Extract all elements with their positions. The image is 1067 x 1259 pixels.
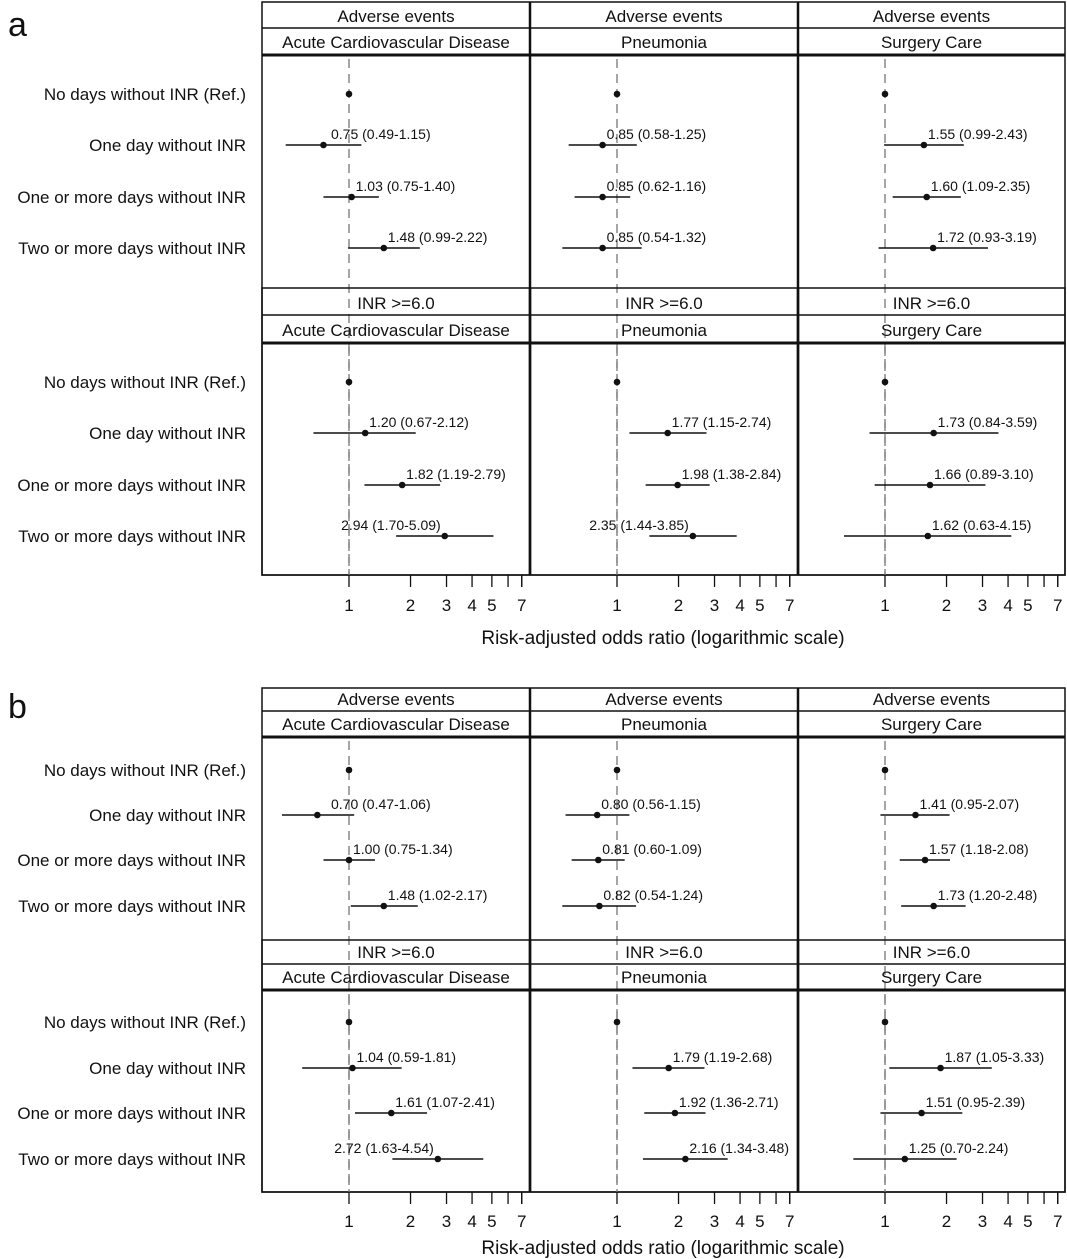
row-label: One or more days without INR bbox=[17, 851, 246, 870]
estimate-label: 1.25 (0.70-2.24) bbox=[908, 1140, 1009, 1156]
x-tick-label: 3 bbox=[977, 596, 988, 615]
point-estimate bbox=[346, 767, 353, 774]
strip-condition: Acute Cardiovascular Disease bbox=[282, 33, 510, 52]
point-estimate bbox=[346, 379, 353, 386]
strip-outcome: INR >=6.0 bbox=[892, 294, 971, 313]
x-tick-label: 4 bbox=[467, 596, 477, 615]
x-tick-label: 3 bbox=[977, 1212, 988, 1231]
estimate-label: 0.85 (0.58-1.25) bbox=[606, 126, 707, 142]
estimate-label: 1.41 (0.95-2.07) bbox=[919, 796, 1020, 812]
estimate-label: 1.48 (0.99-2.22) bbox=[387, 229, 488, 245]
x-tick-label: 1 bbox=[880, 596, 890, 615]
point-estimate bbox=[927, 482, 934, 489]
estimate-label: 1.77 (1.15-2.74) bbox=[671, 414, 772, 430]
point-estimate bbox=[672, 1110, 679, 1117]
x-tick-label: 3 bbox=[709, 596, 720, 615]
estimate-label: 2.72 (1.63-4.54) bbox=[334, 1140, 434, 1156]
point-estimate bbox=[922, 857, 929, 864]
estimate-label: 0.85 (0.62-1.16) bbox=[606, 178, 707, 194]
estimate-label: 1.87 (1.05-3.33) bbox=[944, 1049, 1045, 1065]
point-estimate bbox=[381, 903, 388, 910]
estimate-label: 2.35 (1.44-3.85) bbox=[589, 517, 689, 533]
x-tick-label: 7 bbox=[1053, 596, 1063, 615]
estimate-label: 1.03 (0.75-1.40) bbox=[355, 178, 456, 194]
point-estimate bbox=[882, 1019, 889, 1026]
strip-outcome: INR >=6.0 bbox=[625, 294, 703, 313]
point-estimate bbox=[599, 245, 606, 252]
x-tick-label: 5 bbox=[1023, 1212, 1033, 1231]
point-estimate bbox=[918, 1110, 925, 1117]
estimate-label: 0.81 (0.60-1.09) bbox=[602, 841, 702, 857]
point-estimate bbox=[346, 1019, 353, 1026]
estimate-label: 0.82 (0.54-1.24) bbox=[603, 887, 704, 903]
strip-outcome: Adverse events bbox=[605, 690, 723, 709]
estimate-label: 1.61 (1.07-2.41) bbox=[395, 1094, 495, 1110]
row-label: No days without INR (Ref.) bbox=[43, 85, 246, 104]
row-label: One or more days without INR bbox=[17, 1104, 246, 1123]
x-tick-label: 1 bbox=[612, 596, 622, 615]
row-label: Two or more days without INR bbox=[18, 239, 246, 258]
row-label: No days without INR (Ref.) bbox=[43, 1013, 246, 1032]
point-estimate bbox=[921, 142, 928, 149]
point-estimate bbox=[912, 812, 919, 819]
x-tick-label: 1 bbox=[612, 1212, 622, 1231]
point-estimate bbox=[435, 1156, 442, 1163]
point-estimate bbox=[614, 1019, 621, 1026]
strip-condition: Acute Cardiovascular Disease bbox=[282, 321, 510, 340]
estimate-label: 1.82 (1.19-2.79) bbox=[406, 466, 506, 482]
x-tick-label: 2 bbox=[673, 596, 684, 615]
point-estimate bbox=[674, 482, 681, 489]
strip-condition: Acute Cardiovascular Disease bbox=[282, 968, 510, 987]
estimate-label: 1.66 (0.89-3.10) bbox=[933, 466, 1034, 482]
estimate-label: 1.55 (0.99-2.43) bbox=[927, 126, 1028, 142]
x-tick-label: 5 bbox=[755, 596, 765, 615]
strip-condition: Pneumonia bbox=[620, 33, 708, 52]
row-label: One or more days without INR bbox=[17, 476, 246, 495]
point-estimate bbox=[346, 91, 353, 98]
estimate-label: 2.94 (1.70-5.09) bbox=[341, 517, 441, 533]
x-tick-label: 2 bbox=[673, 1212, 684, 1231]
row-label: One day without INR bbox=[89, 136, 246, 155]
estimate-label: 1.48 (1.02-2.17) bbox=[387, 887, 488, 903]
estimate-label: 1.57 (1.18-2.08) bbox=[929, 841, 1029, 857]
x-tick-label: 7 bbox=[1053, 1212, 1063, 1231]
x-tick-label: 4 bbox=[735, 596, 745, 615]
row-label: No days without INR (Ref.) bbox=[43, 761, 246, 780]
point-estimate bbox=[599, 142, 606, 149]
x-tick-label: 7 bbox=[517, 1212, 527, 1231]
point-estimate bbox=[399, 482, 406, 489]
row-label: One day without INR bbox=[89, 424, 246, 443]
point-estimate bbox=[930, 430, 937, 437]
strip-outcome: INR >=6.0 bbox=[625, 943, 703, 962]
point-estimate bbox=[682, 1156, 689, 1163]
strip-condition: Pneumonia bbox=[620, 968, 708, 987]
row-label: Two or more days without INR bbox=[18, 1150, 246, 1169]
point-estimate bbox=[614, 91, 621, 98]
x-tick-label: 2 bbox=[405, 596, 416, 615]
point-estimate bbox=[381, 245, 388, 252]
x-tick-label: 5 bbox=[1023, 596, 1033, 615]
point-estimate bbox=[388, 1110, 395, 1117]
strip-condition: Acute Cardiovascular Disease bbox=[282, 715, 510, 734]
x-tick-label: 4 bbox=[1003, 1212, 1013, 1231]
strip-outcome: Adverse events bbox=[337, 7, 455, 26]
point-estimate bbox=[614, 379, 621, 386]
x-tick-label: 1 bbox=[344, 1212, 354, 1231]
x-axis-title: Risk-adjusted odds ratio (logarithmic scale) bbox=[481, 1238, 845, 1259]
point-estimate bbox=[599, 194, 606, 201]
estimate-label: 1.51 (0.95-2.39) bbox=[925, 1094, 1026, 1110]
x-axis-title: Risk-adjusted odds ratio (logarithmic scale) bbox=[481, 628, 845, 649]
x-tick-label: 2 bbox=[941, 1212, 952, 1231]
estimate-label: 1.73 (1.20-2.48) bbox=[937, 887, 1038, 903]
x-tick-label: 1 bbox=[880, 1212, 890, 1231]
point-estimate bbox=[595, 857, 602, 864]
point-estimate bbox=[930, 903, 937, 910]
strip-condition: Pneumonia bbox=[620, 321, 708, 340]
estimate-label: 1.72 (0.93-3.19) bbox=[937, 229, 1037, 245]
x-tick-label: 2 bbox=[405, 1212, 416, 1231]
point-estimate bbox=[923, 194, 930, 201]
point-estimate bbox=[362, 430, 369, 437]
point-estimate bbox=[882, 767, 889, 774]
estimate-label: 1.60 (1.09-2.35) bbox=[930, 178, 1031, 194]
row-label: Two or more days without INR bbox=[18, 527, 246, 546]
strip-condition: Surgery Care bbox=[880, 321, 983, 340]
point-estimate bbox=[594, 812, 601, 819]
estimate-label: 2.16 (1.34-3.48) bbox=[689, 1140, 789, 1156]
point-estimate bbox=[614, 767, 621, 774]
panel-label-a: a bbox=[8, 6, 27, 44]
strip-outcome: Adverse events bbox=[872, 690, 991, 709]
point-estimate bbox=[937, 1065, 944, 1072]
estimate-label: 0.80 (0.56-1.15) bbox=[601, 796, 701, 812]
row-label: No days without INR (Ref.) bbox=[43, 373, 246, 392]
estimate-label: 1.79 (1.19-2.68) bbox=[672, 1049, 773, 1065]
x-tick-label: 4 bbox=[1003, 596, 1013, 615]
point-estimate bbox=[314, 812, 321, 819]
point-estimate bbox=[930, 245, 937, 252]
row-label: One day without INR bbox=[89, 1059, 246, 1078]
estimate-label: 1.92 (1.36-2.71) bbox=[678, 1094, 779, 1110]
point-estimate bbox=[348, 194, 355, 201]
x-tick-label: 5 bbox=[487, 596, 497, 615]
point-estimate bbox=[346, 857, 353, 864]
strip-condition: Surgery Care bbox=[880, 968, 983, 987]
point-estimate bbox=[882, 91, 889, 98]
strip-outcome: Adverse events bbox=[337, 690, 455, 709]
x-tick-label: 7 bbox=[785, 1212, 795, 1231]
estimate-label: 1.62 (0.63-4.15) bbox=[931, 517, 1032, 533]
x-tick-label: 3 bbox=[709, 1212, 720, 1231]
estimate-label: 1.20 (0.67-2.12) bbox=[369, 414, 469, 430]
strip-outcome: Adverse events bbox=[605, 7, 723, 26]
row-label: Two or more days without INR bbox=[18, 897, 246, 916]
estimate-label: 0.75 (0.49-1.15) bbox=[331, 126, 431, 142]
point-estimate bbox=[664, 430, 671, 437]
x-tick-label: 2 bbox=[941, 596, 952, 615]
point-estimate bbox=[690, 533, 697, 540]
x-tick-label: 1 bbox=[344, 596, 354, 615]
x-tick-label: 3 bbox=[441, 1212, 452, 1231]
strip-condition: Pneumonia bbox=[620, 715, 708, 734]
point-estimate bbox=[665, 1065, 672, 1072]
strip-condition: Surgery Care bbox=[880, 33, 983, 52]
strip-outcome: INR >=6.0 bbox=[357, 943, 435, 962]
row-label: One or more days without INR bbox=[17, 188, 246, 207]
point-estimate bbox=[925, 533, 932, 540]
x-tick-label: 4 bbox=[735, 1212, 745, 1231]
point-estimate bbox=[320, 142, 327, 149]
row-label: One day without INR bbox=[89, 806, 246, 825]
panel-label-b: b bbox=[8, 688, 27, 726]
estimate-label: 1.73 (0.84-3.59) bbox=[937, 414, 1038, 430]
x-tick-label: 7 bbox=[517, 596, 527, 615]
strip-outcome: Adverse events bbox=[872, 7, 991, 26]
point-estimate bbox=[902, 1156, 909, 1163]
estimate-label: 0.70 (0.47-1.06) bbox=[331, 796, 431, 812]
point-estimate bbox=[882, 379, 889, 386]
point-estimate bbox=[441, 533, 448, 540]
strip-outcome: INR >=6.0 bbox=[357, 294, 435, 313]
strip-outcome: INR >=6.0 bbox=[892, 943, 971, 962]
estimate-label: 1.00 (0.75-1.34) bbox=[353, 841, 453, 857]
estimate-label: 1.04 (0.59-1.81) bbox=[356, 1049, 457, 1065]
x-tick-label: 3 bbox=[441, 596, 452, 615]
x-tick-label: 5 bbox=[755, 1212, 765, 1231]
strip-condition: Surgery Care bbox=[880, 715, 983, 734]
estimate-label: 1.98 (1.38-2.84) bbox=[681, 466, 782, 482]
point-estimate bbox=[596, 903, 603, 910]
estimate-label: 0.85 (0.54-1.32) bbox=[606, 229, 707, 245]
x-tick-label: 4 bbox=[467, 1212, 477, 1231]
x-tick-label: 7 bbox=[785, 596, 795, 615]
x-tick-label: 5 bbox=[487, 1212, 497, 1231]
point-estimate bbox=[349, 1065, 356, 1072]
